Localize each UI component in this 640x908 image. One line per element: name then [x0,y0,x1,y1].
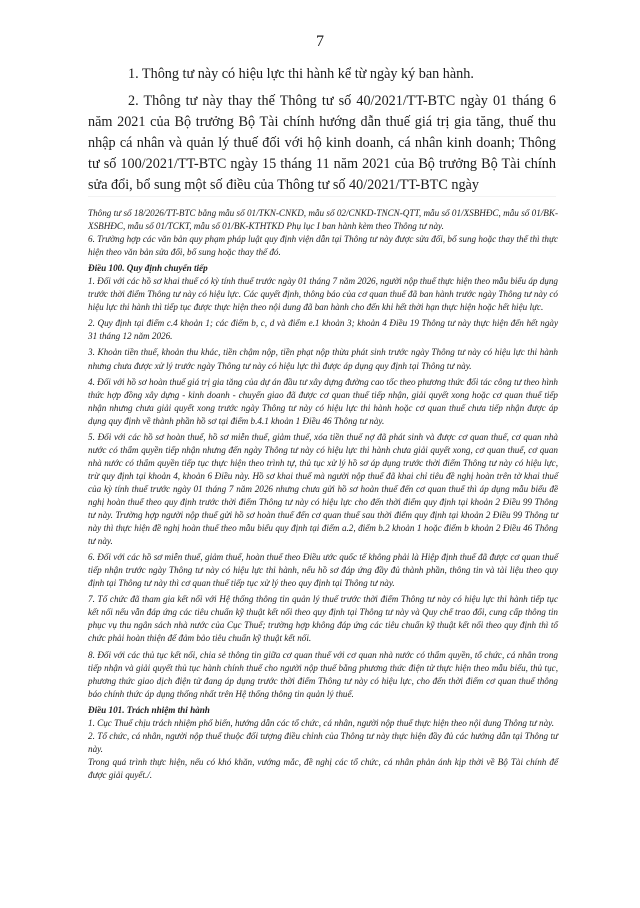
section-divider [88,196,556,197]
article-100-heading: Điều 100. Quy định chuyển tiếp [88,263,208,274]
note-paragraph: 1. Đối với các hồ sơ khai thuế có kỳ tính thuế trước ngày 01 tháng 7 năm 2026, người nộp thuế thực hiện theo mẫu biểu áp dụng trước thời điểm Thông tư này có hiệu lực. Các quyết định, thông báo của cơ quan thuế đã ban hành trước ngày Thông tư này có hiệu lực thi hành thì tiếp tục được thực hiện theo nội dung đã ban hành cho đến khi hết thời hạn thực hiện hoặc hết hiệu lực. [88,276,558,313]
main-text [88,64,556,196]
note-paragraph: 3. Khoản tiền thuế, khoản thu khác, tiền chậm nộp, tiền phạt nộp thừa phát sinh trước ngày Thông tư này có hiệu lực thi hành nhưng chưa được xử lý trước ngày Thông tư này có hiệu lực thì được áp dụng quy định tại Thông tư này. [88,347,558,371]
page-number: 7 [316,33,324,50]
main-paragraph-2: 2. Thông tư này thay thế Thông tư số 40/2021/TT-BTC ngày 01 tháng 6 năm 2021 của Bộ trưởng Bộ Tài chính hướng dẫn thuế giá trị gia tăng, thuế thu nhập cá nhân và quản lý thuế đối với hộ kinh doanh, cá nhân kinh doanh; Thông tư số 100/2021/TT-BTC ngày 15 tháng 11 năm 2021 của Bộ trưởng Bộ Tài chính sửa đổi, bổ sung một số điều của Thông tư số 40/2021/TT-BTC ngày [88,93,556,193]
note-paragraph: Trong quá trình thực hiện, nếu có khó khăn, vướng mắc, đề nghị các tổ chức, cá nhân phản ánh kịp thời về Bộ Tài chính để được giải quyết./. [88,756,558,780]
main-paragraph-1: 1. Thông tư này có hiệu lực thi hành kể từ ngày ký ban hành. [128,66,474,82]
note-paragraph: 8. Đối với các thủ tục kết nối, chia sẻ thông tin giữa cơ quan thuế với cơ quan nhà nước có thẩm quyền, tổ chức, cá nhân trong tiếp nhận và giải quyết thủ tục hành chính thuế cho người nộp thuế bằng phương thức điện tử thực hiện theo mẫu biểu, thủ tục, phương thức giao dịch điện tử đang áp dụng trước thời điểm Thông tư này có hiệu lực, cho đến thời điểm cơ quan thuế thông báo chính thức áp dụng thống nhất trên Hệ thống thông tin quản lý thuế. [88,649,558,699]
note-paragraph: 5. Đối với các hồ sơ hoàn thuế, hồ sơ miễn thuế, giảm thuế, xóa tiền thuế nợ đã phát sinh và được cơ quan thuế, cơ quan nhà nước có thẩm quyền tiếp nhận nhưng đến ngày Thông tư này có hiệu lực thi hành chưa giải quyết xong, cơ quan thuế, cơ quan nhà nước có thẩm quyền tiếp tục thực hiện theo trình tự, thủ tục xử lý hồ sơ áp dụng trước thời điểm Thông tư này có hiệu lực, trừ quy định tại khoản 4, khoản 6 Điều này. Hồ sơ khai thuế mà người nộp thuế đã khai chỉ tiêu đề nghị hoàn trên tờ khai thuế của kỳ tính thuế trước ngày 01 tháng 7 năm 2026 nhưng chưa gửi hồ sơ hoàn thuế đến cơ quan thuế thì áp dụng mẫu biểu đề nghị hoàn thuế theo quy định trước thời điểm Thông tư này có hiệu lực cho đến thời điểm quy định tại khoản 2 Điều 99 Thông tư này. Trường hợp người nộp thuế gửi hồ sơ hoàn thuế đến cơ quan thuế sau thời điểm quy định tại khoản 2 Điều 99 Thông tư này thì thực hiện đề nghị hoàn thuế theo mẫu biểu quy định tại điểm a.2, điểm b.2 khoản 1 hoặc điểm b khoản 2 Điều 46 Thông tư này. [88,431,558,547]
note-paragraph: 2. Quy định tại điểm c.4 khoản 1; các điểm b, c, d và điểm e.1 khoản 3; khoản 4 Điều 19 Thông tư này thực hiện đến hết ngày 31 tháng 12 năm 2026. [88,318,558,342]
article-101-heading: Điều 101. Trách nhiệm thi hành [88,704,210,715]
note-paragraph: 4. Đối với hồ sơ hoàn thuế giá trị gia tăng của dự án đầu tư xây dựng đường cao tốc theo phương thức đối tác công tư theo hình thức hợp đồng xây dựng - kinh doanh - chuyển giao đã được cơ quan thuế tiếp nhận, giải quyết xong hoặc cơ quan thuế tiếp nhận nhưng chưa giải quyết xong trước ngày Thông tư này có hiệu lực thi hành hoặc cơ quan thuế chưa tiếp nhận được áp dụng quy định về thành phần hồ sơ tại điểm b.4.1 khoản 1 Điều 46 Thông tư này. [88,376,558,426]
note-paragraph: 6. Trường hợp các văn bản quy phạm pháp luật quy định viện dẫn tại Thông tư này được sửa đổi, bổ sung hoặc thay thế thì thực hiện theo văn bản sửa đổi, bổ sung hoặc thay thế đó. [88,234,558,258]
note-paragraph: 2. Tổ chức, cá nhân, người nộp thuế thuộc đối tượng điều chỉnh của Thông tư này thực hiện đầy đủ các hướng dẫn tại Thông tư này. [88,730,558,754]
note-paragraph: 7. Tổ chức đã tham gia kết nối với Hệ thống thông tin quản lý thuế trước thời điểm Thông tư này có hiệu lực thi hành tiếp tục kết nối nếu vẫn đáp ứng các tiêu chuẩn kỹ thuật kết nối theo quy định tại Thông tư này và Quy chế trao đổi, cung cấp thông tin phục vụ thu ngân sách nhà nước của Cục Thuế; trường hợp không đáp ứng các tiêu chuẩn kỹ thuật kết nối theo quy định thì tổ chức phải hoàn thiện để đảm bảo tiêu chuẩn kỹ thuật kết nối. [88,594,558,644]
notes-block [88,207,558,782]
note-paragraph: Thông tư số 18/2026/TT-BTC bằng mẫu số 01/TKN-CNKD, mẫu số 02/CNKD-TNCN-QTT, mẫu số 01/XSBHĐC, mẫu số 01/BK-XSBHĐC, mẫu số 01/TCKT, mẫu số 01/BK-KTHTKD Phụ lục I ban hành kèm theo Thông tư này. [88,208,558,232]
note-paragraph: 6. Đối với các hồ sơ miễn thuế, giảm thuế, hoàn thuế theo Điều ước quốc tế không phải là Hiệp định thuế đã được cơ quan thuế tiếp nhận trước ngày Thông tư này có hiệu lực thi hành, nếu hồ sơ đáp ứng đầy đủ thành phần, thông tin và tài liệu theo quy định tại Thông tư này thì cơ quan thuế tiếp tục xử lý theo quy định tại Thông tư này. [88,552,558,589]
note-paragraph: 1. Cục Thuế chịu trách nhiệm phổ biến, hướng dẫn các tổ chức, cá nhân, người nộp thuế thực hiện theo nội dung Thông tư này. [88,717,554,728]
